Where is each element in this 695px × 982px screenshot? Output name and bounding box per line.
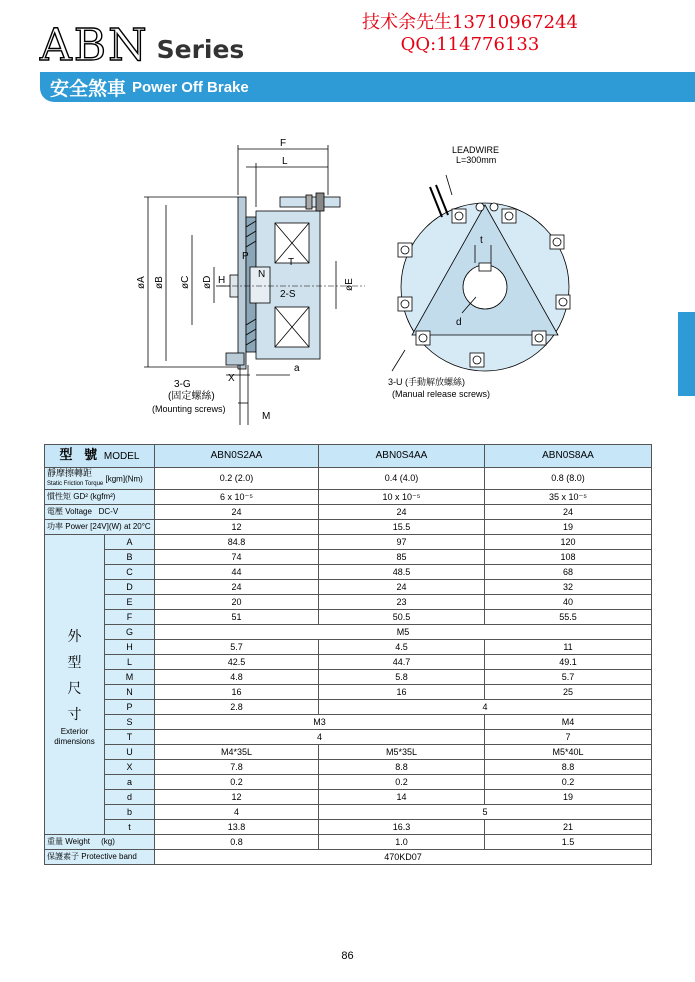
brand-abn: ABN bbox=[40, 20, 149, 71]
dimension-value: 5.7 bbox=[485, 670, 652, 685]
banner-title-cn: 安全煞車 bbox=[50, 77, 127, 100]
dim-label-F: F bbox=[280, 138, 287, 149]
row-protective-band bbox=[45, 850, 652, 865]
dim-label-D: øD bbox=[202, 275, 213, 289]
torque-value: 0.4 (4.0) bbox=[319, 468, 485, 490]
dimension-row bbox=[45, 700, 652, 715]
dim-label-H: H bbox=[218, 275, 226, 286]
dimension-value: 23 bbox=[319, 595, 485, 610]
dimension-value: 7 bbox=[485, 730, 652, 745]
dimension-value: 25 bbox=[485, 685, 652, 700]
dimension-value: 0.2 bbox=[485, 775, 652, 790]
dim-label-T: T bbox=[288, 257, 295, 268]
dimension-code: F bbox=[105, 610, 155, 625]
dimension-value: M4 bbox=[485, 715, 652, 730]
note-U-en: (Manual release screws) bbox=[392, 389, 491, 399]
dimension-value: 8.8 bbox=[319, 760, 485, 775]
power-label: 功率 Power [24V](W) at 20°C bbox=[45, 520, 155, 535]
dimension-code: C bbox=[105, 565, 155, 580]
dim-label-C: øC bbox=[180, 275, 191, 289]
dimension-row bbox=[45, 565, 652, 580]
dimension-value: 4.5 bbox=[319, 640, 485, 655]
dimension-value: M5*35L bbox=[319, 745, 485, 760]
power-value: 12 bbox=[155, 520, 319, 535]
dimension-code: S bbox=[105, 715, 155, 730]
row-torque bbox=[45, 468, 652, 490]
dimension-value: 42.5 bbox=[155, 655, 319, 670]
weight-value: 0.8 bbox=[155, 835, 319, 850]
page-number: 86 bbox=[341, 950, 354, 962]
band-value: 470KD07 bbox=[155, 850, 652, 865]
dim-label-a: a bbox=[294, 363, 300, 374]
dimension-code: M bbox=[105, 670, 155, 685]
dimension-row bbox=[45, 775, 652, 790]
dimension-row bbox=[45, 655, 652, 670]
dim-label-t: t bbox=[480, 235, 483, 246]
dimension-code: X bbox=[105, 760, 155, 775]
dimension-value: 13.8 bbox=[155, 820, 319, 835]
dimension-row bbox=[45, 820, 652, 835]
section-banner bbox=[40, 72, 695, 102]
note-G-en: (Mounting screws) bbox=[152, 404, 226, 414]
dimension-row bbox=[45, 535, 652, 550]
torque-label: 靜摩擦轉距 Static Friction Torque [kgm](Nm) bbox=[45, 468, 155, 490]
mounting-plate bbox=[238, 197, 246, 369]
dimension-row bbox=[45, 760, 652, 775]
power-value: 15.5 bbox=[319, 520, 485, 535]
dimension-value: 44.7 bbox=[319, 655, 485, 670]
dimension-value: 4 bbox=[319, 700, 652, 715]
dimension-value: 14 bbox=[319, 790, 485, 805]
brand-logo bbox=[40, 18, 245, 71]
dimension-value: 16 bbox=[319, 685, 485, 700]
dimension-code: a bbox=[105, 775, 155, 790]
note-G-cn: (固定螺絲) bbox=[168, 391, 215, 402]
dimension-row bbox=[45, 790, 652, 805]
mounting-screw bbox=[226, 353, 244, 365]
dimension-value: 5 bbox=[319, 805, 652, 820]
dimension-code: H bbox=[105, 640, 155, 655]
leadwire-length: L=300mm bbox=[456, 155, 497, 165]
dimension-value: 19 bbox=[485, 790, 652, 805]
row-power bbox=[45, 520, 652, 535]
dimension-value: M3 bbox=[155, 715, 485, 730]
band-label: 保護素子 Protective band bbox=[45, 850, 155, 865]
dimension-value: 108 bbox=[485, 550, 652, 565]
dimension-code: P bbox=[105, 700, 155, 715]
dimension-row bbox=[45, 715, 652, 730]
torque-value: 0.2 (2.0) bbox=[155, 468, 319, 490]
inertia-value: 6 x 10⁻⁵ bbox=[155, 490, 319, 505]
dimension-row bbox=[45, 685, 652, 700]
header-model-1: ABN0S2AA bbox=[155, 445, 319, 468]
dimension-row bbox=[45, 550, 652, 565]
inertia-value: 35 x 10⁻⁵ bbox=[485, 490, 652, 505]
dimension-value: 84.8 bbox=[155, 535, 319, 550]
dimension-code: b bbox=[105, 805, 155, 820]
header-model-2: ABN0S4AA bbox=[319, 445, 485, 468]
leadwire-label: LEADWIRE bbox=[452, 145, 500, 155]
voltage-value: 24 bbox=[155, 505, 319, 520]
voltage-value: 24 bbox=[319, 505, 485, 520]
front-view bbox=[392, 175, 570, 371]
contact-line-2: QQ:114776133 bbox=[400, 34, 540, 55]
dimension-value: 32 bbox=[485, 580, 652, 595]
dimension-value: 4.8 bbox=[155, 670, 319, 685]
spec-table bbox=[44, 444, 652, 865]
row-weight bbox=[45, 835, 652, 850]
dim-label-S: 2-S bbox=[280, 289, 296, 300]
dimension-row bbox=[45, 730, 652, 745]
brand-series: Series bbox=[156, 35, 245, 64]
dimension-value: M5 bbox=[155, 625, 652, 640]
dim-label-B: øB bbox=[154, 276, 165, 289]
header-model-3: ABN0S8AA bbox=[485, 445, 652, 468]
dim-label-E: øE bbox=[344, 278, 355, 291]
dimension-value: 44 bbox=[155, 565, 319, 580]
dimension-value: 51 bbox=[155, 610, 319, 625]
dimension-code: T bbox=[105, 730, 155, 745]
note-U: 3-U (手動解放螺絲) bbox=[388, 377, 465, 387]
dimension-row bbox=[45, 745, 652, 760]
dim-label-A: øA bbox=[136, 276, 147, 289]
header-model-label: 型 號 MODEL bbox=[45, 445, 155, 468]
dimension-code: A bbox=[105, 535, 155, 550]
dimension-value: 48.5 bbox=[319, 565, 485, 580]
note-G: 3-G bbox=[174, 379, 191, 390]
dim-label-N: N bbox=[258, 269, 266, 280]
dimension-value: 11 bbox=[485, 640, 652, 655]
torque-value: 0.8 (8.0) bbox=[485, 468, 652, 490]
dim-label-P: P bbox=[242, 251, 249, 262]
voltage-value: 24 bbox=[485, 505, 652, 520]
dim-label-L: L bbox=[282, 156, 288, 167]
dimensions-group-label: 外 型 尺 寸 Exterior dimensions bbox=[45, 535, 105, 835]
dimension-value: 16.3 bbox=[319, 820, 485, 835]
dimension-value: 97 bbox=[319, 535, 485, 550]
dimension-row bbox=[45, 640, 652, 655]
dimension-value: 74 bbox=[155, 550, 319, 565]
dim-label-d: d bbox=[456, 317, 462, 328]
contact-line-1: 技术余先生13710967244 bbox=[362, 12, 578, 33]
dimension-value: 120 bbox=[485, 535, 652, 550]
power-value: 19 bbox=[485, 520, 652, 535]
dimension-value: 7.8 bbox=[155, 760, 319, 775]
weight-value: 1.5 bbox=[485, 835, 652, 850]
dimension-value: 40 bbox=[485, 595, 652, 610]
dimension-row bbox=[45, 610, 652, 625]
row-inertia bbox=[45, 490, 652, 505]
dimension-code: U bbox=[105, 745, 155, 760]
dimension-code: E bbox=[105, 595, 155, 610]
dimension-row bbox=[45, 580, 652, 595]
side-tab-marker bbox=[678, 312, 695, 396]
dimension-value: 85 bbox=[319, 550, 485, 565]
dimension-value: M5*40L bbox=[485, 745, 652, 760]
dimension-value: 55.5 bbox=[485, 610, 652, 625]
dimension-code: N bbox=[105, 685, 155, 700]
dimension-code: G bbox=[105, 625, 155, 640]
banner-title-en: Power Off Brake bbox=[132, 78, 249, 96]
dimension-value: 16 bbox=[155, 685, 319, 700]
dimension-code: B bbox=[105, 550, 155, 565]
dim-label-X: X bbox=[228, 373, 235, 384]
dimension-value: 24 bbox=[319, 580, 485, 595]
dimension-code: L bbox=[105, 655, 155, 670]
dimension-value: 49.1 bbox=[485, 655, 652, 670]
dimension-value: 68 bbox=[485, 565, 652, 580]
dimension-row bbox=[45, 805, 652, 820]
dimension-value: 8.8 bbox=[485, 760, 652, 775]
dimension-value: 4 bbox=[155, 805, 319, 820]
weight-label: 重量 Weight (kg) bbox=[45, 835, 155, 850]
voltage-label: 電壓 Voltage DC-V bbox=[45, 505, 155, 520]
inertia-value: 10 x 10⁻⁵ bbox=[319, 490, 485, 505]
dimension-value: 5.8 bbox=[319, 670, 485, 685]
dimension-code: d bbox=[105, 790, 155, 805]
inertia-label: 慣性矩 GD² (kgfm²) bbox=[45, 490, 155, 505]
dimension-value: 5.7 bbox=[155, 640, 319, 655]
table-header-row bbox=[45, 445, 652, 468]
technical-drawing bbox=[130, 135, 580, 430]
dimension-value: 21 bbox=[485, 820, 652, 835]
dimension-value: 12 bbox=[155, 790, 319, 805]
dimension-row bbox=[45, 625, 652, 640]
dimension-value: 20 bbox=[155, 595, 319, 610]
dimension-row bbox=[45, 595, 652, 610]
dim-label-M: M bbox=[262, 411, 271, 422]
dimension-value: M4*35L bbox=[155, 745, 319, 760]
contact-info bbox=[362, 12, 578, 56]
dimension-value: 24 bbox=[155, 580, 319, 595]
dimension-code: D bbox=[105, 580, 155, 595]
dimension-value: 50.5 bbox=[319, 610, 485, 625]
weight-value: 1.0 bbox=[319, 835, 485, 850]
dimension-code: t bbox=[105, 820, 155, 835]
row-voltage bbox=[45, 505, 652, 520]
dimension-value: 2.8 bbox=[155, 700, 319, 715]
dimension-value: 4 bbox=[155, 730, 485, 745]
dimension-value: 0.2 bbox=[319, 775, 485, 790]
dimension-value: 0.2 bbox=[155, 775, 319, 790]
dimension-row bbox=[45, 670, 652, 685]
